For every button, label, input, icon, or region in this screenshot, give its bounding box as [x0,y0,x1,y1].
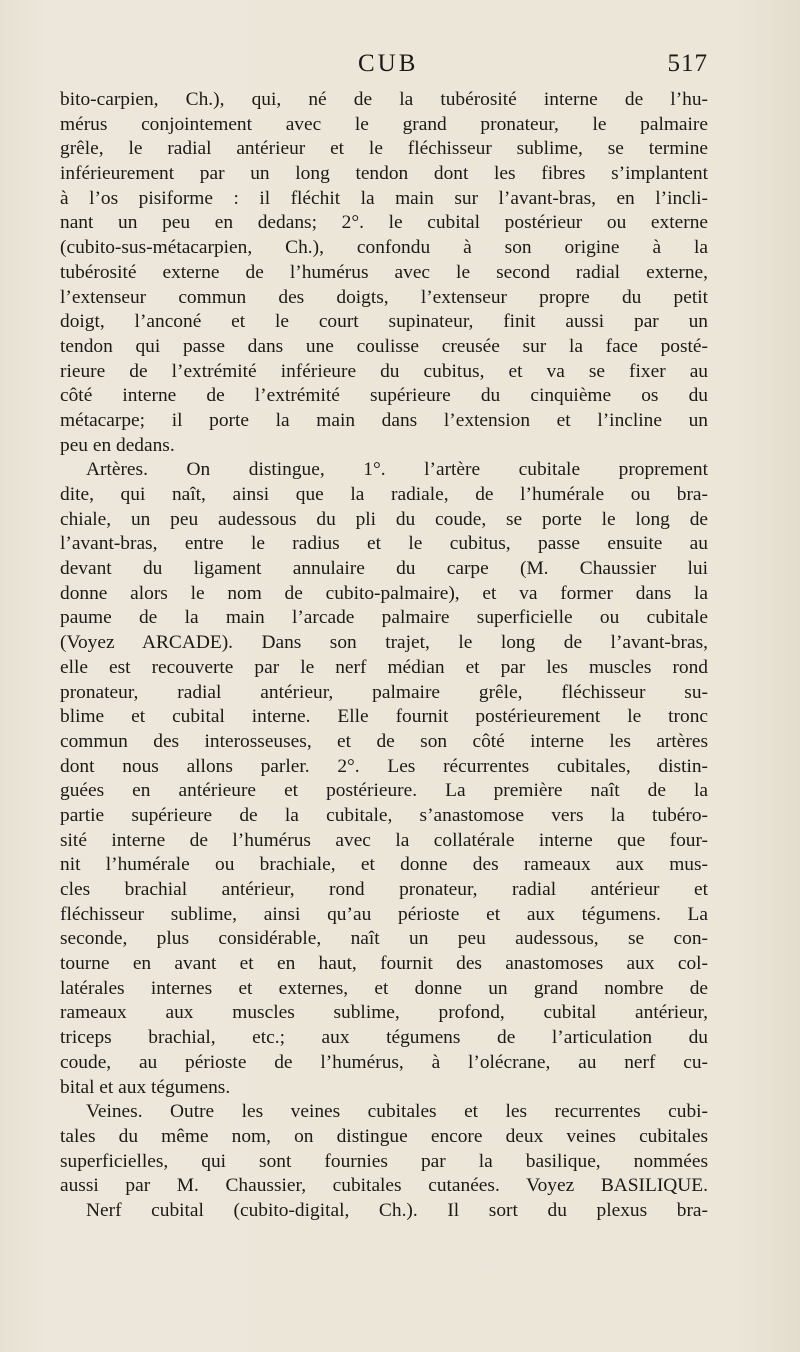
text-line: bito-carpien, Ch.), qui, né de la tubérosité interne de l’hu- [60,89,708,110]
text-line: chiale, un peu audessous du pli du coude, se porte le long de [60,508,708,530]
text-line: latérales internes et externes, et donne un grand nombre de [60,977,708,999]
text-line: coude, au périoste de l’humérus, à l’olécrane, au nerf cu- [60,1051,708,1073]
text-line: tourne en avant et en haut, fournit des anastomoses aux col- [60,953,708,975]
text-line: tales du même nom, on distingue encore deux veines cubitales [60,1125,708,1147]
text-line: blime et cubital interne. Elle fournit postérieurement le tronc [60,706,708,728]
text-line: superficielles, qui sont fournies par la basilique, nommées [60,1150,708,1172]
text-line: elle est recouverte par le nerf médian et par les muscles rond [60,656,708,678]
body-text [60,88,708,1224]
text-line: aussi par M. Chaussier, cubitales cutanées. Voyez BASILIQUE. [60,1175,708,1197]
text-line: paume de la main l’arcade palmaire superficielle ou cubitale [60,607,708,629]
text-line: grêle, le radial antérieur et le fléchisseur sublime, se termine [60,138,708,160]
text-line: Veines. Outre les veines cubitales et les recurrentes cubi- [86,1101,708,1123]
text-line: devant du ligament annulaire du carpe (M. Chaussier lui [60,558,708,580]
text-line: fléchisseur sublime, ainsi qu’au périoste et aux tégumens. La [60,903,708,925]
text-line: triceps brachial, etc.; aux tégumens de l’articulation du [60,1027,708,1049]
text-line: côté interne de l’extrémité supérieure du cinquième os du [60,385,708,407]
text-line: l’avant-bras, entre le radius et le cubitus, passe ensuite au [60,533,708,555]
text-line: rameaux aux muscles sublime, profond, cubital antérieur, [60,1002,708,1024]
text-line: rieure de l’extrémité inférieure du cubitus, et va se fixer au [60,360,708,382]
text-line: nit l’humérale ou brachiale, et donne des rameaux aux mus- [60,854,708,876]
text-line: inférieurement par un long tendon dont les fibres s’implantent [60,163,708,185]
page-number: 517 [667,50,708,77]
text-line: peu en dedans. [60,434,175,456]
text-line: Artères. On distingue, 1°. l’artère cubitale proprement [86,459,708,481]
text-line: guées en antérieure et postérieure. La première naît de la [60,780,708,802]
text-line: commun des interosseuses, et de son côté interne les artères [60,730,708,752]
text-line: dont nous allons parler. 2°. Les récurrentes cubitales, distin- [60,755,708,777]
running-head-title: CUB [358,50,419,77]
text-line: métacarpe; il porte la main dans l’extension et l’incline un [60,409,708,431]
text-line: (cubito-sus-métacarpien, Ch.), confondu à son origine à la [60,237,708,259]
text-line: partie supérieure de la cubitale, s’anastomose vers la tubéro- [60,804,708,826]
text-line: bital et aux tégumens. [60,1076,231,1098]
text-line: dite, qui naît, ainsi que la radiale, de l’humérale ou bra- [60,484,708,505]
text-line: à l’os pisiforme : il fléchit la main sur l’avant-bras, en l’incli- [60,187,708,209]
text-line: mérus conjointement avec le grand pronateur, le palmaire [60,113,708,135]
text-line: doigt, l’anconé et le court supinateur, finit aussi par un [60,311,708,333]
text-line: cles brachial antérieur, rond pronateur, radial antérieur et [60,879,708,900]
text-line: tendon qui passe dans une coulisse creusée sur la face posté- [60,335,708,357]
running-head [0,50,800,84]
text-line: pronateur, radial antérieur, palmaire grêle, fléchisseur su- [60,681,708,703]
text-line: (Voyez ARCADE). Dans son trajet, le long de l’avant-bras, [60,632,708,654]
text-line: Nerf cubital (cubito-digital, Ch.). Il sort du plexus bra- [86,1199,708,1221]
text-line: nant un peu en dedans; 2°. le cubital postérieur ou externe [60,212,708,234]
text-line: donne alors le nom de cubito-palmaire), et va former dans la [60,582,708,604]
text-line: sité interne de l’humérus avec la collatérale interne que four- [60,829,708,851]
text-line: seconde, plus considérable, naît un peu audessous, se con- [60,928,708,950]
text-line: tubérosité externe de l’humérus avec le second radial externe, [60,261,708,283]
text-line: l’extenseur commun des doigts, l’extenseur propre du petit [60,286,708,308]
